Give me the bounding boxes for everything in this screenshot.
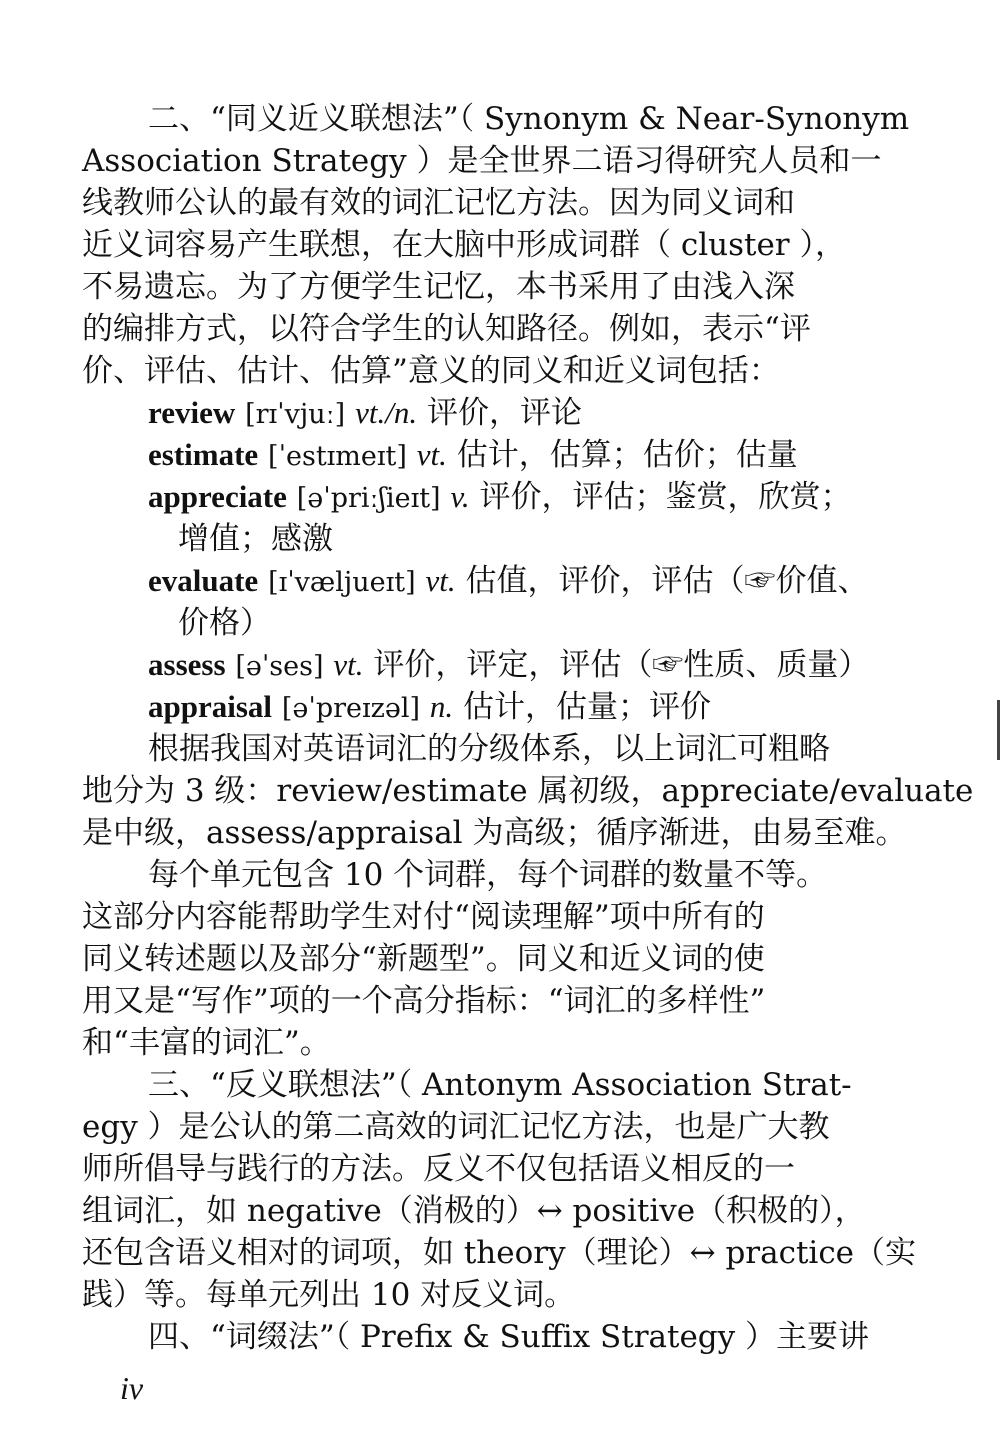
vocab-entry [82, 686, 882, 728]
text-line: 近义词容易产生联想，在大脑中形成词群（ cluster ）， [82, 227, 846, 263]
text-line: 四、“词缀法”（ Prefix & Suffix Strategy ）主要讲 [148, 1319, 870, 1355]
part-of-speech: n. [429, 689, 454, 724]
text-line: 不易遗忘。为了方便学生记忆，本书采用了由浅入深 [82, 269, 795, 305]
definition: 评价，评估；鉴赏，欣赏； [479, 479, 852, 515]
part-of-speech: vt. [333, 647, 364, 682]
text-line: 价、评估、估计、估算”意义的同义和近义词包括： [82, 353, 780, 389]
text-line: 线教师公认的最有效的词汇记忆方法。因为同义词和 [82, 185, 795, 221]
text-line: 这部分内容能帮助学生对付“阅读理解”项中所有的 [82, 899, 765, 935]
page-body [82, 98, 974, 1358]
part-of-speech: vt. [416, 437, 447, 472]
headword: appraisal [148, 689, 273, 724]
headword: review [148, 395, 236, 430]
vocabulary-list [82, 392, 882, 728]
headword: evaluate [148, 563, 259, 598]
text-line: 同义转述题以及部分“新题型”。同义和近义词的使 [82, 941, 765, 977]
text-line: 三、“反义联想法”（ Antonym Association Strat- [148, 1067, 852, 1103]
text-line: 用又是“写作”项的一个高分指标：“词汇的多样性” [82, 983, 766, 1019]
phonetic: [əˈpriːʃieɪt] [296, 483, 441, 514]
text-line: 根据我国对英语词汇的分级体系，以上词汇可粗略 [148, 731, 830, 767]
part-of-speech: vt./n. [355, 395, 418, 430]
paragraph-synonym [82, 98, 910, 392]
definition: 估计，估量；评价 [462, 689, 711, 725]
part-of-speech: v. [450, 479, 470, 514]
phonetic: [ˈestɪmeɪt] [268, 441, 407, 472]
page-number: iv [120, 1370, 144, 1406]
text-line: 地分为 3 级：review/estimate 属初级，appreciate/evaluate [82, 773, 974, 809]
text-line: Association Strategy ）是全世界二语习得研究人员和一 [82, 143, 882, 179]
vocab-entry [82, 644, 882, 686]
definition: 估值，评价，评估（☞价值、 [465, 563, 869, 599]
text-line: 是中级，assess/appraisal 为高级；循序渐进，由易至难。 [82, 815, 907, 851]
text-line: 和“丰富的词汇”。 [82, 1025, 331, 1061]
part-of-speech: vt. [425, 563, 456, 598]
vocab-entry [82, 434, 882, 476]
headword: assess [148, 647, 226, 682]
vocab-entry [82, 392, 882, 434]
phonetic: [əˈses] [235, 651, 324, 682]
phonetic: [rɪˈvjuː] [245, 399, 346, 430]
paragraph-antonym [82, 1064, 917, 1316]
vocab-entry [82, 560, 882, 602]
text-line: egy ）是公认的第二高效的词汇记忆方法，也是广大教 [82, 1109, 830, 1145]
definition: 评价，评论 [426, 395, 582, 431]
text-line: 的编排方式，以符合学生的认知路径。例如，表示“评 [82, 311, 811, 347]
paragraph-levels [82, 728, 974, 854]
text-line: 组词汇，如 negative（消极的）↔ positive（积极的）， [82, 1193, 866, 1229]
headword: appreciate [148, 479, 287, 514]
text-line: 师所倡导与践行的方法。反义不仅包括语义相反的一 [82, 1151, 795, 1187]
definition: 估计，估算；估价；估量 [456, 437, 798, 473]
text-line: 每个单元包含 10 个词群，每个词群的数量不等。 [148, 857, 828, 893]
phonetic: [ɪˈvæljueɪt] [268, 567, 416, 598]
headword: estimate [148, 437, 259, 472]
paragraph-affix [82, 1316, 882, 1358]
definition-continuation: 增值；感激 [178, 521, 333, 557]
text-line: 践）等。每单元列出 10 对反义词。 [82, 1277, 576, 1313]
text-line: 还包含语义相对的词项，如 theory（理论）↔ practice（实 [82, 1235, 917, 1271]
definition: 评价，评定，评估（☞性质、质量） [373, 647, 870, 683]
text-line: 二、“同义近义联想法”（ Synonym & Near-Synonym [148, 101, 910, 137]
paragraph-units [82, 854, 882, 1064]
definition-continuation: 价格） [178, 605, 271, 641]
vocab-entry [82, 476, 882, 518]
phonetic: [əˈpreɪzəl] [281, 693, 421, 724]
